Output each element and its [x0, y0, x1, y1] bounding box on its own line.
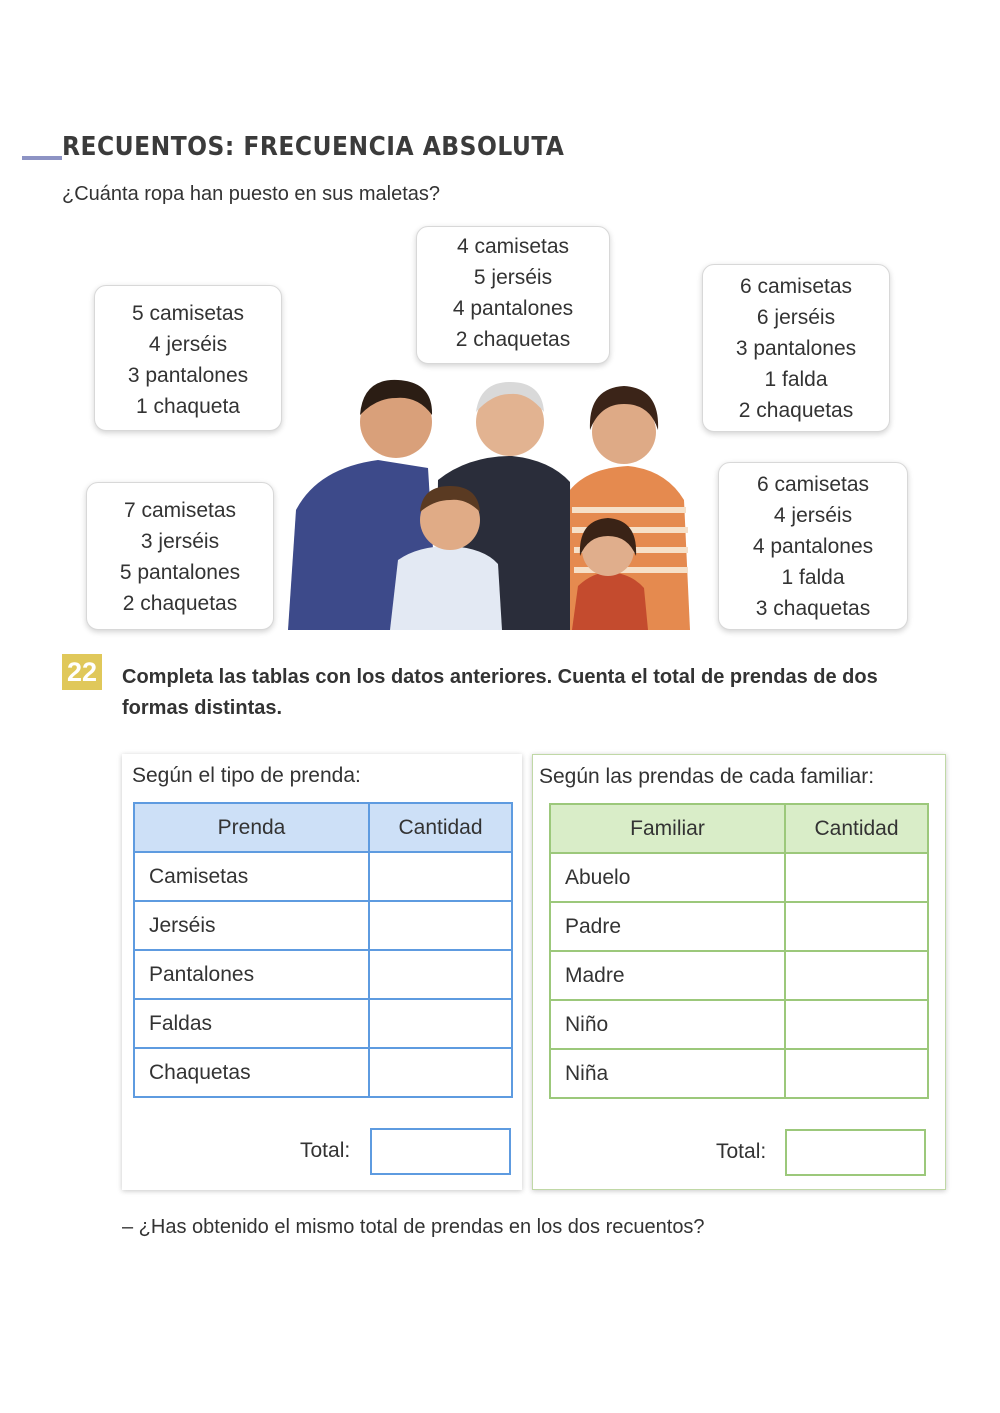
table-row [134, 950, 512, 999]
speech-bubble-madre: 6 camisetas 6 jerséis 3 pantalones 1 falda 2 chaquetas [702, 264, 890, 432]
row-label: Pantalones [134, 950, 369, 999]
table-row [550, 1000, 928, 1049]
section-subtitle: ¿Cuánta ropa han puesto en sus maletas? [62, 183, 441, 205]
table-row [550, 902, 928, 951]
row-label: Chaquetas [134, 1048, 369, 1097]
quantity-input-cell[interactable] [785, 1049, 928, 1098]
total-label: Total: [716, 1140, 767, 1163]
panel-by-family-member [532, 754, 946, 1190]
follow-up-question: – ¿Has obtenido el mismo total de prendas en los dos recuentos? [122, 1216, 705, 1238]
table-row [134, 999, 512, 1048]
row-label: Niña [550, 1049, 785, 1098]
speech-bubble-abuelo: 4 camisetas 5 jerséis 4 pantalones 2 chaquetas [416, 226, 610, 364]
row-label: Niño [550, 1000, 785, 1049]
speech-bubble-nino: 7 camisetas 3 jerséis 5 pantalones 2 chaquetas [86, 482, 274, 630]
quantity-input-cell[interactable] [369, 1048, 512, 1097]
speech-bubble-nina: 6 camisetas 4 jerséis 4 pantalones 1 falda 3 chaquetas [718, 462, 908, 630]
table-row [134, 1048, 512, 1097]
exercise-instruction: Completa las tablas con los datos anteriores. Cuenta el total de prendas de dos formas distintas. [122, 666, 878, 719]
exercise-number-badge: 22 [62, 654, 102, 690]
header-cantidad: Cantidad [369, 803, 512, 852]
table-header-row [550, 804, 928, 853]
table-row [134, 901, 512, 950]
quantity-input-cell[interactable] [369, 901, 512, 950]
header-prenda: Prenda [134, 803, 369, 852]
section-heading: RECUENTOS: FRECUENCIA ABSOLUTA [62, 132, 570, 162]
total-label: Total: [300, 1139, 351, 1162]
quantity-input-cell[interactable] [369, 999, 512, 1048]
row-label: Camisetas [134, 852, 369, 901]
speech-bubble-padre: 5 camisetas 4 jerséis 3 pantalones 1 chaqueta [94, 285, 282, 431]
total-input-box[interactable] [785, 1129, 926, 1176]
total-input-box[interactable] [370, 1128, 511, 1175]
quantity-input-cell[interactable] [369, 852, 512, 901]
row-label: Abuelo [550, 853, 785, 902]
table-row [550, 1049, 928, 1098]
row-label: Padre [550, 902, 785, 951]
quantity-input-cell[interactable] [785, 951, 928, 1000]
quantity-input-cell[interactable] [369, 950, 512, 999]
row-label: Madre [550, 951, 785, 1000]
panel-title-garment: Según el tipo de prenda: [132, 764, 361, 787]
table-header-row [134, 803, 512, 852]
table-row [550, 951, 928, 1000]
family-photo [288, 360, 690, 630]
family-table [549, 803, 929, 1099]
quantity-input-cell[interactable] [785, 1000, 928, 1049]
panel-title-family: Según las prendas de cada familiar: [539, 765, 875, 788]
quantity-input-cell[interactable] [785, 853, 928, 902]
row-label: Faldas [134, 999, 369, 1048]
quantity-input-cell[interactable] [785, 902, 928, 951]
garment-table [133, 802, 513, 1098]
row-label: Jerséis [134, 901, 369, 950]
panel-by-garment [122, 754, 522, 1190]
header-familiar: Familiar [550, 804, 785, 853]
header-cantidad: Cantidad [785, 804, 928, 853]
boy-shirt [390, 546, 502, 630]
table-row [134, 852, 512, 901]
table-row [550, 853, 928, 902]
